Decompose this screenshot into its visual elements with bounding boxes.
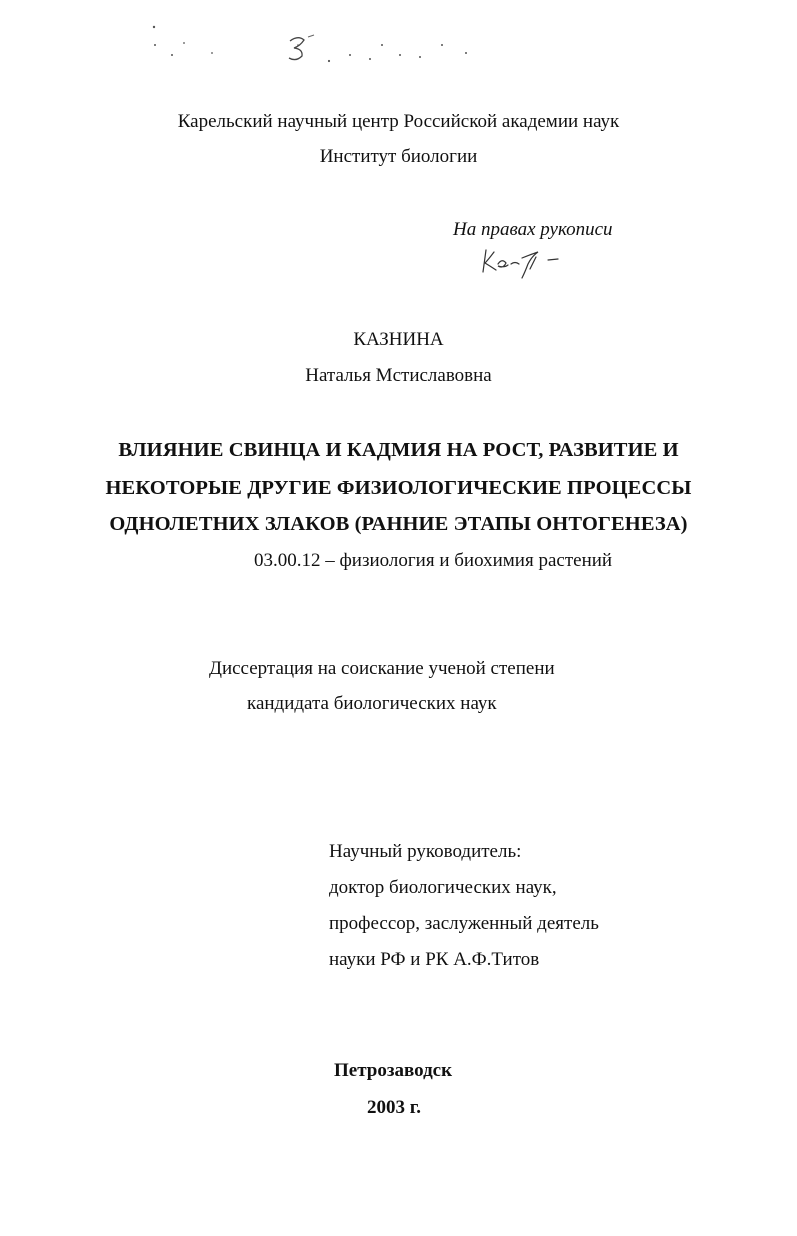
supervisor-label: Научный руководитель: xyxy=(329,841,522,862)
title-line-2: НЕКОТОРЫЕ ДРУГИЕ ФИЗИОЛОГИЧЕСКИЕ ПРОЦЕССЫ xyxy=(105,477,692,499)
handwritten-signature xyxy=(478,244,568,280)
manuscript-note: На правах рукописи xyxy=(453,219,613,240)
title-line-1: ВЛИЯНИЕ СВИНЦА И КАДМИЯ НА РОСТ, РАЗВИТИЕ И xyxy=(118,439,679,461)
author-surname: КАЗНИНА xyxy=(353,329,444,350)
degree-line-1: Диссертация на соискание ученой степени xyxy=(209,658,555,679)
specialty-code: 03.00.12 – физиология и биохимия растений xyxy=(254,550,613,571)
author-given-names: Наталья Мстиславовна xyxy=(305,365,492,386)
title-line-3: ОДНОЛЕТНИХ ЗЛАКОВ (РАННИЕ ЭТАПЫ ОНТОГЕНЕЗА) xyxy=(109,513,688,535)
supervisor-degree: доктор биологических наук, xyxy=(329,877,557,898)
year: 2003 г. xyxy=(367,1097,421,1118)
supervisor-title: профессор, заслуженный деятель xyxy=(329,913,599,934)
scan-marks xyxy=(120,15,500,80)
city: Петрозаводск xyxy=(334,1060,453,1081)
organization-name: Карельский научный центр Российской академии наук xyxy=(177,111,620,132)
supervisor-name: науки РФ и РК А.Ф.Титов xyxy=(329,949,540,970)
institute-name: Институт биологии xyxy=(319,146,478,167)
degree-line-2: кандидата биологических наук xyxy=(247,693,497,714)
